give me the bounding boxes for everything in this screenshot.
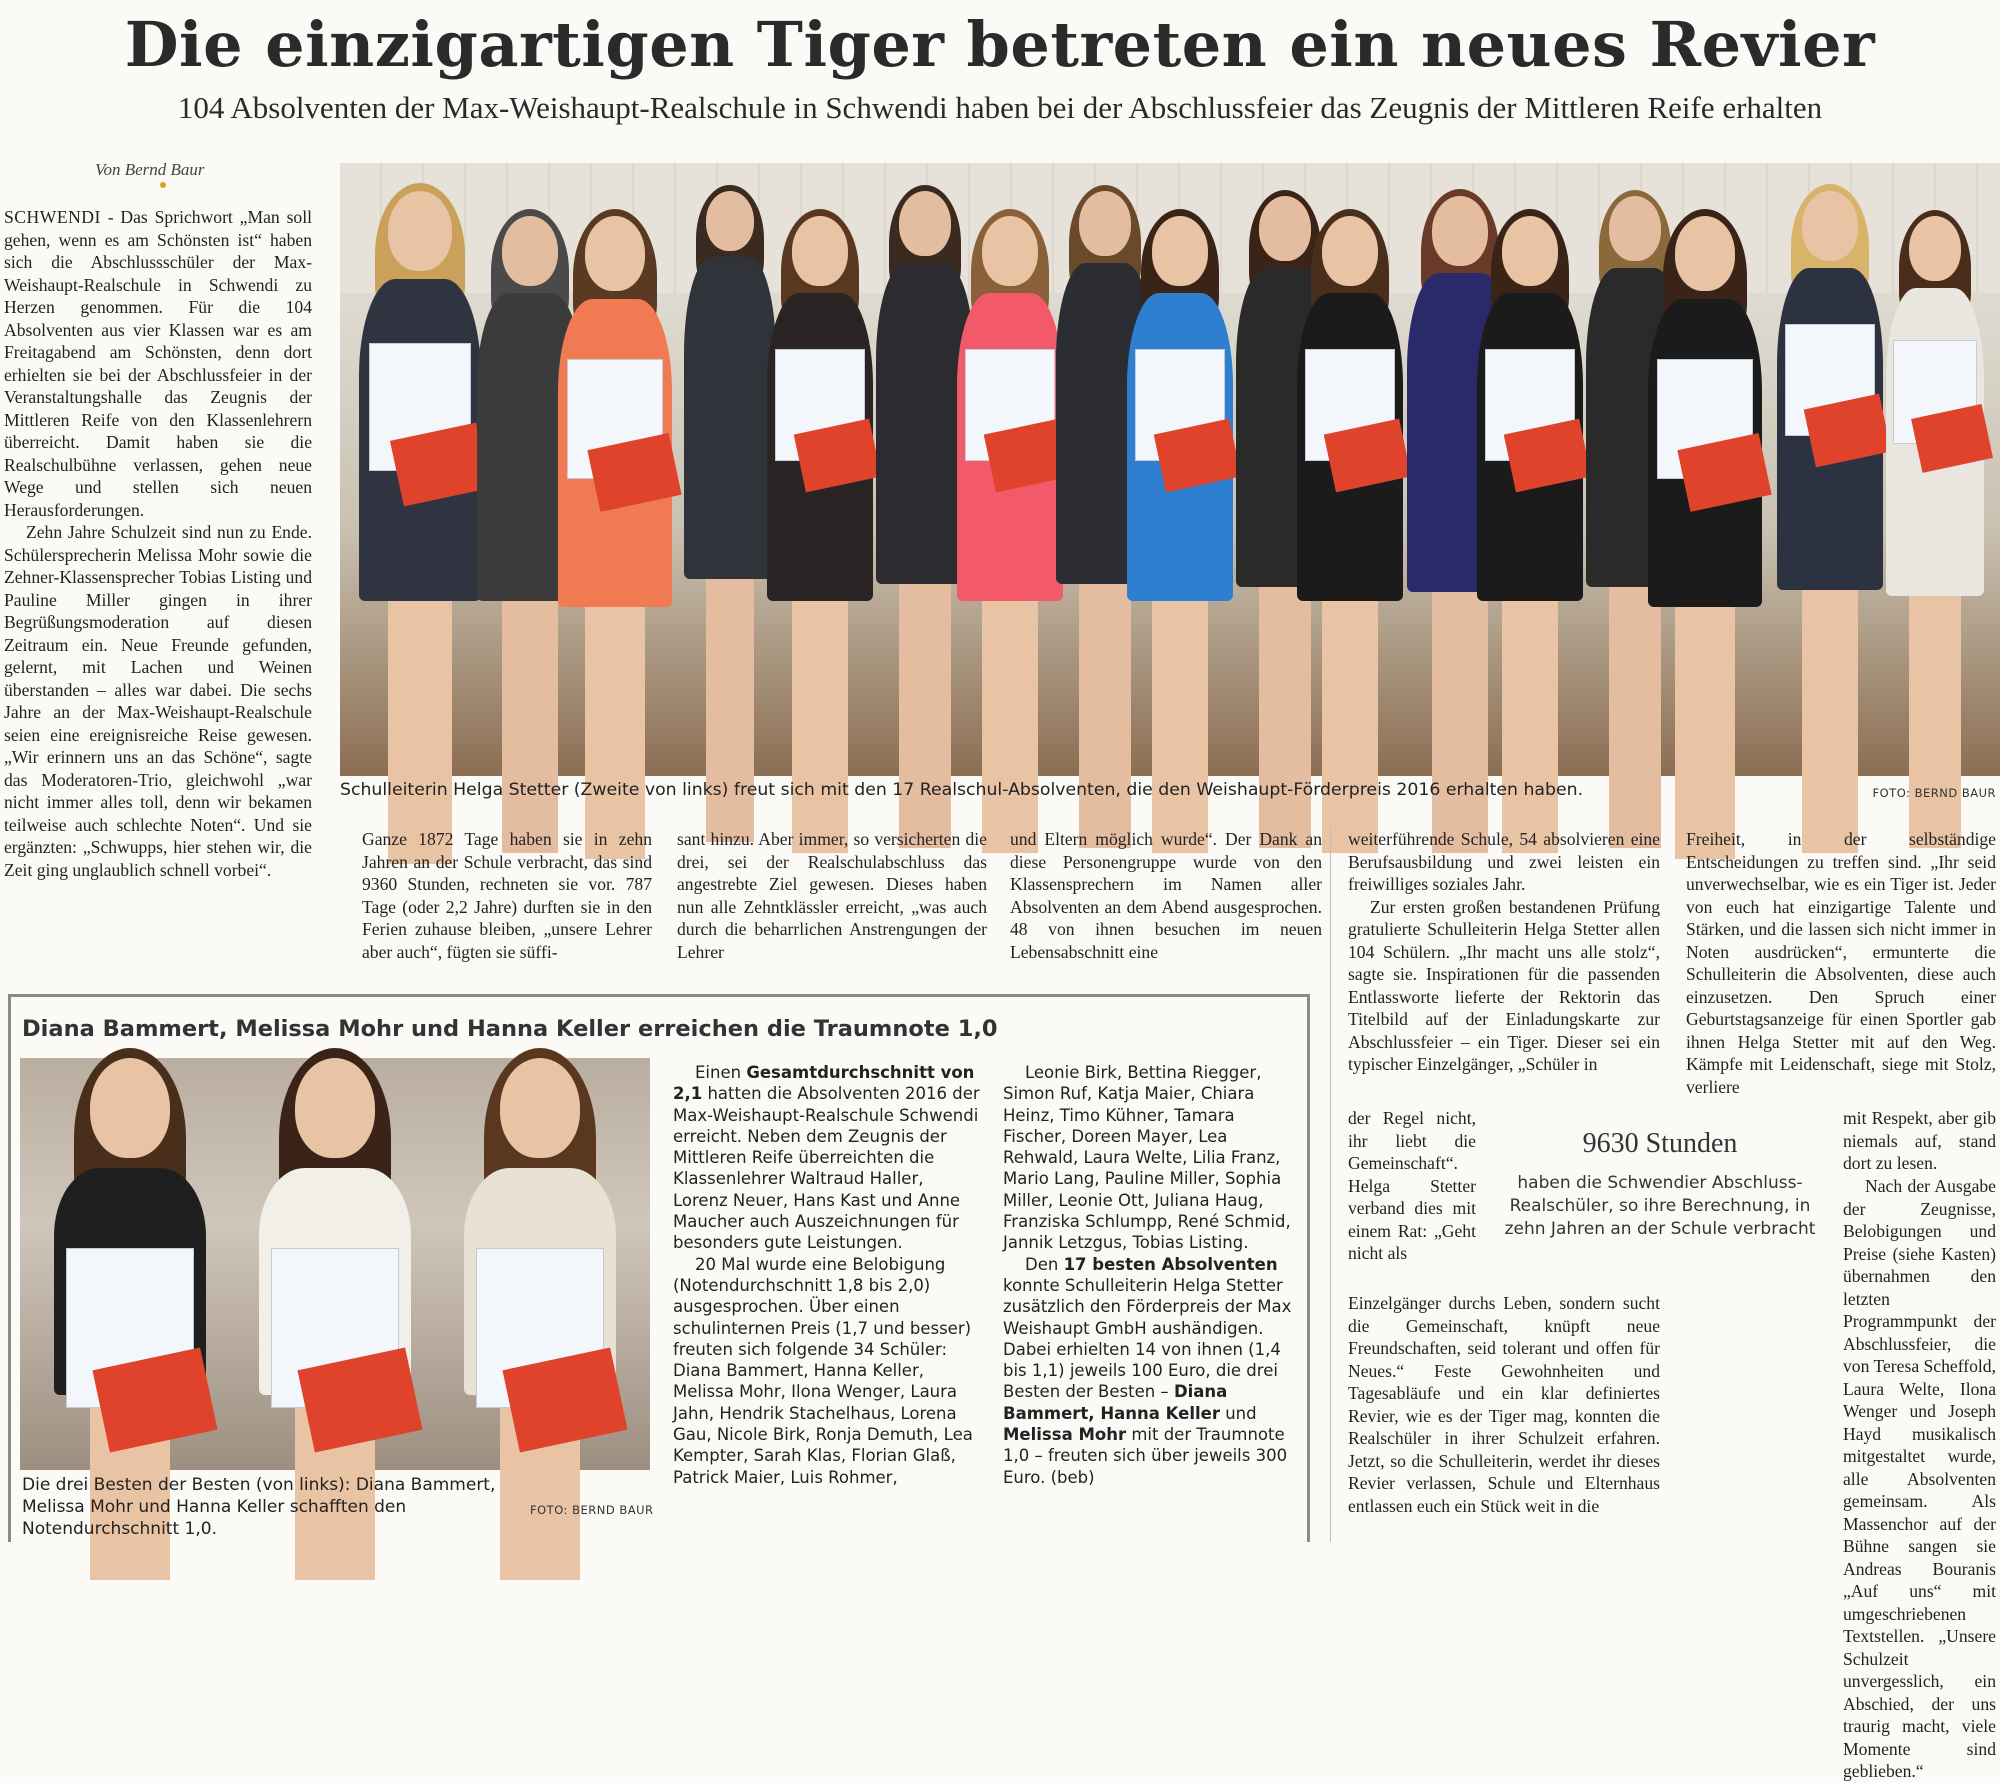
photo-person <box>440 1058 640 1470</box>
box-column-1: Einen Gesamtdurchschnitt von 2,1 hatten die Absolventen 2016 der Max-Weishaupt-Realschule Schwendi erreicht. Neben dem Zeugnis der Mittleren Reife überreichten die Klassenlehrer Waltraud Haller, Lorenz Neuer, Hans Kast und Anne Maucher auch Auszeichnungen für besonders gute Leistungen. 20 Mal wurde eine Belobigung (Notendurchschnitt 1,8 bis 2,0) ausgesprochen. Über einen schulinternen Preis (1,7 und besser) freuten sich folgende 34 Schüler: Diana Bammert, Hanna Keller, Melissa Mohr, Ilona Wenger, Laura Jahn, Hendrik Stachelhaus, Lorena Gau, Nicole Birk, Ronja Demuth, Lea Kempter, Sarah Klas, Florian Glaß, Patrick Maier, Luis Rohmer, <box>673 1063 980 1487</box>
article-column-6: Freiheit, in der selbständige Entscheidungen zu treffen sind. „Ihr seid unverwechselbar, wie es ein Tiger ist. Jeder von euch hat einzigartige Talente und Stärken, und die lassen sich nicht immer in Noten ausdrücken“, ermunterte die Schulleiterin die Absolventen, diese auch einzusetzen. Den Spruch einer Geburtstagsanzeige für einen Sportler gab ihnen Helga Stetter mit auf den Weg. Kämpfe mit Leidenschaft, siege mit Stolz, verliere <box>1686 829 1996 1097</box>
article-column-5-bottom: Einzelgänger durchs Leben, sondern sucht die Gemeinschaft, knüpft neue Freundschaften, seid tolerant und offen für Neues.“ Feste Gewohnheiten und Tagesabläufe und ein klar definiertes Revier, wie es der Tiger mag, konnten die Realschüler in ihrer Schulzeit erfahren. Jetzt, so die Schulleiterin, werdet ihr dieses Revier verlassen, Schule und Elternhaus entlassen euch ein Stück weit in die <box>1348 1293 1660 1516</box>
paragraph: Zehn Jahre Schulzeit sind nun zu Ende. Schülersprecherin Melissa Mohr sowie die Zehner-Klassensprecher Tobias Listing und Pauline Miller gingen in ihrer Begrüßungsmoderation auf diesen Zeitraum ein. Neue Freunde gefunden, gelernt, mit Lachen und Weinen überstanden – alles war dabei. Die sechs Jahre an der Max-Weishaupt-Realschule seien eine ereignisreiche Reise gewesen. „Wir erinnern uns an das Schöne“, sagte das Moderatoren-Trio, gleichwohl „war nicht immer alles toll, denn wir bekamen teilweise auch schlechte Noten“. Und sie ergänzten: „Schwupps, hier stehen wir, die Zeit ging unglaublich schnell vorbei“. <box>4 522 312 880</box>
paragraph: SCHWENDI - Das Sprichwort „Man soll gehen, wenn es am Schönsten ist“ haben sich die Abschlussschüler der Max-Weishaupt-Realschule in Schwendi zu Herzen genommen. Für die 104 Absolventen aus vier Klassen war es am Freitagabend am Schönsten, denn dort erhielten sie bei der Abschlussfeier in der Veranstaltungshalle das Zeugnis der Mittleren Reife von den Klassenlehrern überreicht. Damit haben sie die Realschulbühne verlassen, gehen neue Wege und stellen sich neuen Herausforderungen. <box>4 207 312 520</box>
byline: Von Bernd Baur <box>95 160 205 179</box>
pull-quote-title: 9630 Stunden <box>1582 1128 1738 1159</box>
photo-person <box>540 216 690 776</box>
article-column-5-narrow: der Regel nicht, ihr liebt die Gemeinschaft“. Helga Stetter verband dies mit einem Rat: „Geht nicht als <box>1348 1108 1476 1263</box>
box-photo <box>20 1058 650 1470</box>
article-column-4: und Eltern möglich wurde“. Der Dank an diese Personengruppe wurde von den Klassensprechern im Namen aller Absolventen an dem Abend ausgesprochen. 48 von ihnen besuchen im neuen Lebensabschnitt eine <box>1010 829 1322 962</box>
box-photo-caption: Die drei Besten der Besten (von links): Diana Bammert, Melissa Mohr und Hanna Keller schafften den Notendurchschnitt 1,0. <box>22 1475 496 1539</box>
article-column-5: weiterführende Schule, 54 absolvieren eine Berufsausbildung und zwei leisten ein freiwilliges soziales Jahr. Zur ersten großen bestandenen Prüfung gratulierte Schulleiterin Helga Stetter allen 104 Schülern. „Ihr macht uns alle stolz“, sagte sie. Inspirationen für die passenden Entlassworte lieferte der Rektorin das Titelbild auf der Einladungskarte zur Abschlussfeier – ein Tiger. Dieser sei ein typischer Einzelgänger, „Schüler in <box>1348 829 1660 1074</box>
dateline: SCHWENDI <box>4 207 101 227</box>
info-box-title: Diana Bammert, Melissa Mohr und Hanna Keller erreichen die Traumnote 1,0 <box>22 1016 998 1042</box>
article-column-6-narrow: mit Respekt, aber gib niemals auf, stand dort zu lesen. <box>1843 1108 1996 1173</box>
article-column-1 <box>4 206 312 966</box>
photo-group <box>340 163 2000 776</box>
photo-person <box>1870 216 2000 776</box>
headline: Die einzigartigen Tiger betreten ein neues Revier <box>124 8 1876 81</box>
photo-person <box>235 1058 435 1470</box>
main-photo <box>340 163 2000 776</box>
column-rule <box>1330 828 1331 1542</box>
subline: 104 Absolventen der Max-Weishaupt-Realschule in Schwendi haben bei der Abschlussfeier das Zeugnis der Mittleren Reife erhalten <box>177 90 1823 125</box>
article-column-2: Ganze 1872 Tage haben sie in zehn Jahren an der Schule verbracht, das sind 9360 Stunden, rechneten sie vor. 787 Tage (oder 2,2 Jahre) durften sie in den Ferien zuhause bleiben, „unsere Lehrer aber auch“, fügten sie süffi- <box>362 829 652 962</box>
main-photo-credit: FOTO: BERND BAUR <box>1872 786 1996 800</box>
byline-ornament <box>160 182 166 188</box>
photo-person <box>1630 216 1780 776</box>
main-photo-caption: Schulleiterin Helga Stetter (Zweite von links) freut sich mit den 17 Realschul-Absolventen, die den Weishaupt-Förderpreis 2016 erhalten haben. <box>340 780 1584 800</box>
photo-person <box>30 1058 230 1470</box>
pull-quote-body: haben die Schwendier Abschluss-Realschüler, so ihre Berechnung, in zehn Jahren an der Schule verbracht <box>1504 1173 1816 1239</box>
article-column-6-narrow-2: Nach der Ausgabe der Zeugnisse, Belobigungen und Preise (siehe Kasten) übernahmen den letzten Programmpunkt der Abschlussfeier, die von Teresa Scheffold, Laura Welte, Ilona Wenger und Joseph Hayd musikalisch mitgestaltet wurde, alle Absolventen gemeinsam. Als Massenchor auf der Bühne sangen sie Andreas Bouranis „Auf uns“ mit umgeschriebenen Textstellen. „Unsere Schulzeit unvergesslich, ein Abschied, der uns traurig macht, viele Momente sind geblieben.“ <box>1843 1176 1996 1781</box>
box-photo-credit: FOTO: BERND BAUR <box>530 1503 654 1517</box>
photo-trio <box>20 1058 650 1470</box>
box-column-2: Leonie Birk, Bettina Riegger, Simon Ruf, Katja Maier, Chiara Heinz, Timo Kühner, Tamara Fischer, Doreen Mayer, Lea Rehwald, Laura Welte, Lilia Franz, Mario Lang, Pauline Miller, Sophia Miller, Leonie Ott, Juliana Haug, Franziska Schlumpp, René Schmid, Jannik Letzgus, Tobias Listing. Den 17 besten Absolventen konnte Schulleiterin Helga Stetter zusätzlich den Förderpreis der Max Weishaupt GmbH aushändigen. Dabei erhielten 14 von ihnen (1,4 bis 1,1) jeweils 100 Euro, die drei Besten der Besten – Diana Bammert, Hanna Keller und Melissa Mohr mit der Traumnote 1,0 – freuten sich über jeweils 300 Euro. (beb) <box>1003 1063 1292 1487</box>
article-column-3: sant hinzu. Aber immer, so versicherten die drei, sei der Realschulabschluss das angestrebte Ziel gewesen. Dieses haben nun alle Zehntklässler erreicht, „was auch durch die beharrlichen Anstrengungen der Lehrer <box>677 829 987 962</box>
